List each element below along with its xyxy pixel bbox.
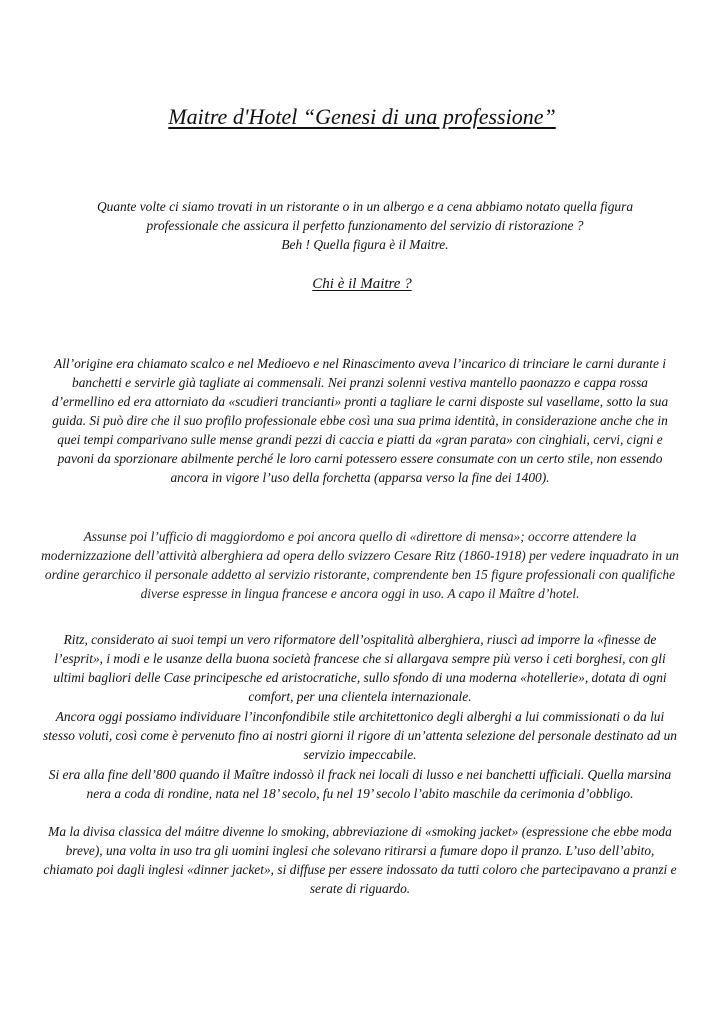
body-paragraph: All’origine era chiamato scalco e nel Medioevo e nel Rinascimento aveva l’incarico di trinciare le carni durante i banchetti e servirle già tagliate ai commensali. Nei pranzi solenni vestiva mantello paonazzo e cappa rossa d’ermellino ed era attorniato da «scudieri trancianti» pronti a tagliare le carni disposte sul vasellame, sotto la sua guida. Si può dire che il suo profilo professionale ebbe così una sua prima identità, in considerazione anche che in quei tempi comparivano sulle mense grandi pezzi di caccia e piatti da «gran parata» con cinghiali, cervi, cigni e pavoni da sporzionare abilmente perché le loro carni potessero essere consumate con un certo stile, non essendo ancora in vigore l’uso della forchetta (apparsa verso la fine dei 1400).: [51, 356, 669, 485]
intro-line: professionale che assicura il perfetto funzionamento del servizio di ristorazione ?: [146, 218, 584, 233]
body-paragraph: Si era alla fine dell’800 quando il Maître indossò il frack nei locali di lusso e nei banchetti ufficiali. Quella marsina nera a coda di rondine, nata nel 18’ secolo, fu nel 19’ secolo l’abito maschile da cerimonia d’obbligo.: [48, 767, 672, 801]
body-paragraph: Assunse poi l’ufficio di maggiordomo e poi ancora quello di «direttore di mensa»; occorre attendere la modernizzazione dell’attività alberghiera ad opera dello svizzero Cesare Ritz (1860-1918) per vedere inquadrato in un ordine gerarchico il personale addetto al servizio ristorante, comprendente ben 15 figure professionali con qualifiche diverse espresse in lingua francese e ancora oggi in uso. A capo il Maître d’hotel.: [41, 529, 679, 601]
body-paragraph: Ancora oggi possiamo individuare l’inconfondibile stile architettonico degli alberghi a lui commissionati o da lui stesso voluti, così come è pervenuto fino ai nostri giorni il rigore di un’attenta selezione del personale destinato ad un servizio impeccabile.: [43, 709, 677, 762]
body-paragraph: Ma la divisa classica del máitre divenne lo smoking, abbreviazione di «smoking jacket» (espressione che ebbe moda breve), una volta in uso tra gli uomini inglesi che solevano ritirarsi a fumare dopo il pranzo. L’uso dell’abito, chiamato poi dagli inglesi «dinner jacket», si diffuse per essere indossato da tutti coloro che partecipavano a pranzi e serate di riguardo.: [43, 824, 677, 896]
intro-line: Beh ! Quella figura è il Maitre.: [281, 237, 449, 252]
body-paragraph: Ritz, considerato ai suoi tempi un vero riformatore dell’ospitalità alberghiera, riuscì ad imporre la «finesse de l’esprit», i modi e le usanze della buona società francese che si allargava sempre più verso i ceti borghesi, con gli ultimi bagliori delle Case principesche ed aristocratiche, sullo sfondo di una moderna «hotellerie», dotata di ogni comfort, per una clientela internazionale.: [53, 632, 667, 704]
intro-paragraph: [40, 197, 690, 254]
section-heading: Chi è il Maitre ?: [312, 276, 412, 292]
intro-line: Quante volte ci siamo trovati in un ristorante o in un albergo e a cena abbiamo notato quella figura: [96, 199, 634, 214]
document-title: Maitre d'Hotel “Genesi di una professione”: [168, 104, 556, 129]
